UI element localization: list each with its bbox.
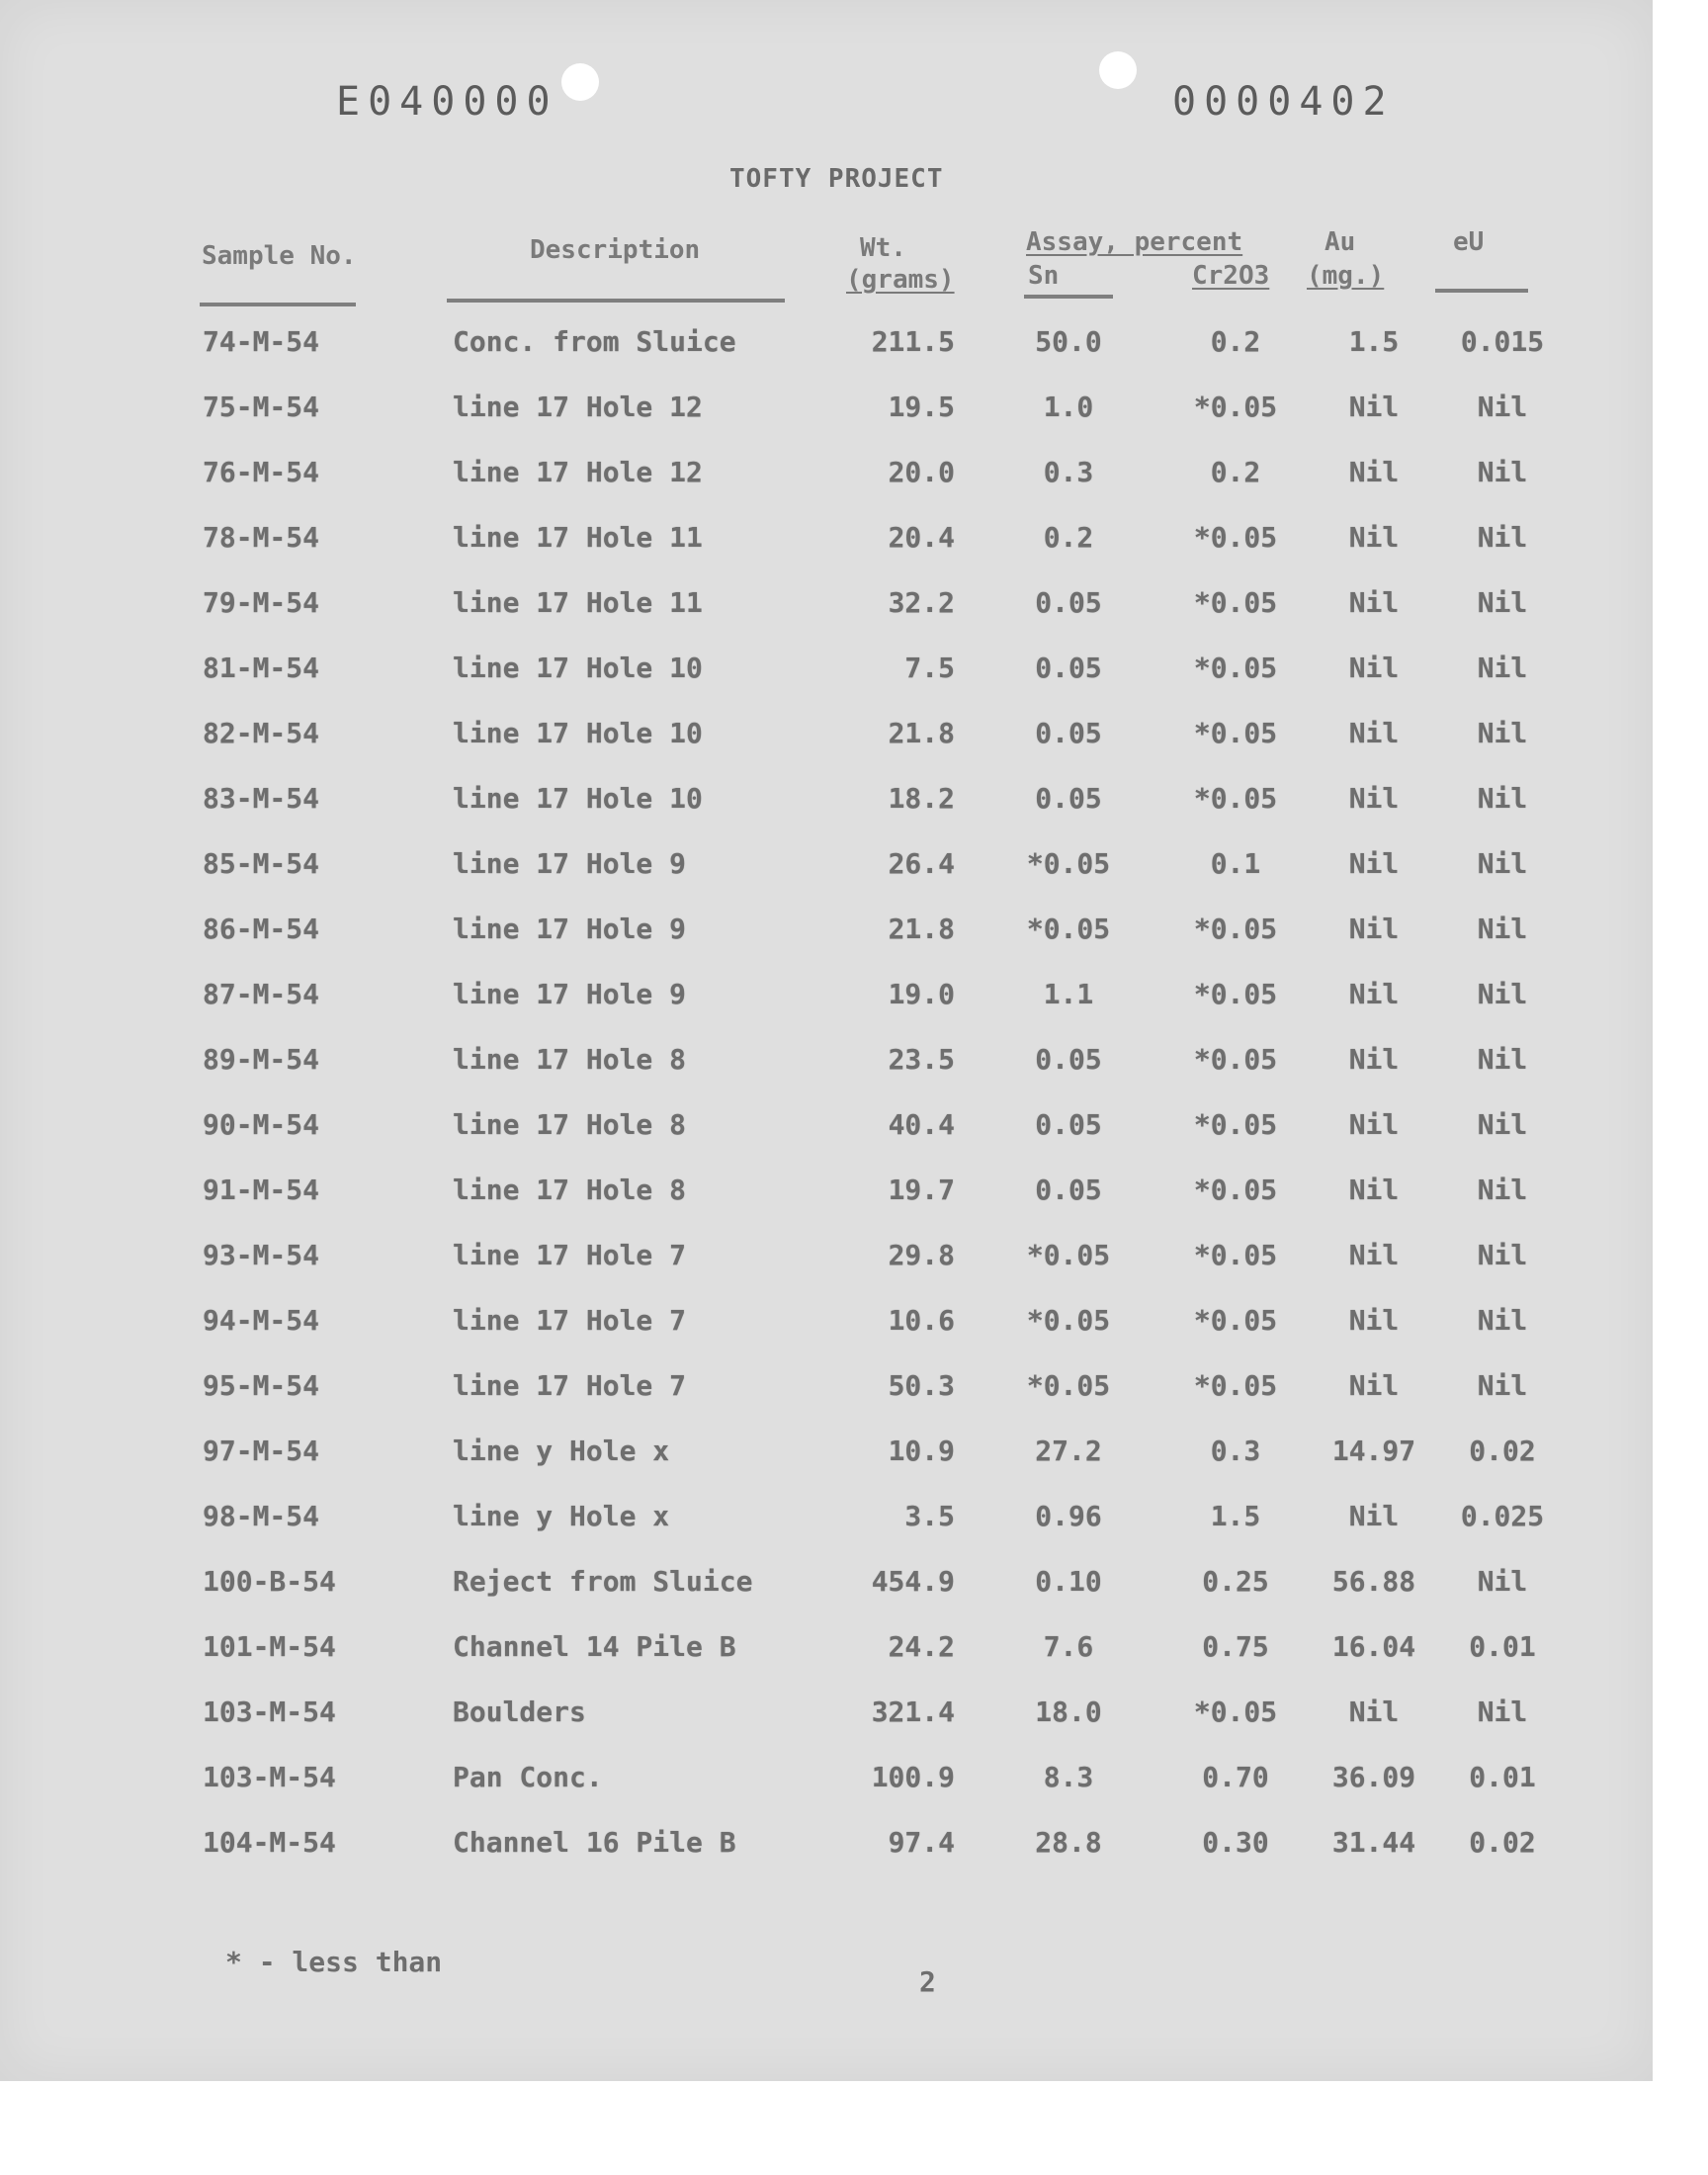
cell-description: line 17 Hole 9 — [453, 913, 687, 945]
cell-cr2o3: *0.05 — [1193, 652, 1278, 684]
punch-hole-right — [1099, 51, 1137, 89]
cell-au: Nil — [1348, 1696, 1400, 1728]
cell-sn: 7.6 — [1043, 1630, 1094, 1663]
cell-weight: 19.0 — [888, 978, 955, 1010]
cell-cr2o3: *0.05 — [1193, 1369, 1278, 1402]
cell-eu: Nil — [1477, 782, 1528, 815]
cell-sample: 95-M-54 — [203, 1369, 320, 1402]
cell-cr2o3: 0.70 — [1202, 1761, 1269, 1793]
cell-eu: Nil — [1477, 456, 1528, 488]
cell-eu: Nil — [1477, 913, 1528, 945]
table-row — [0, 779, 1653, 844]
cell-cr2o3: 0.2 — [1210, 325, 1261, 358]
cell-description: line 17 Hole 11 — [453, 521, 703, 554]
cell-eu: Nil — [1477, 1239, 1528, 1271]
cell-weight: 20.4 — [888, 521, 955, 554]
cell-description: Pan Conc. — [453, 1761, 603, 1793]
cell-sn: 0.05 — [1035, 586, 1102, 619]
table-row — [0, 453, 1653, 518]
cell-au: Nil — [1348, 652, 1400, 684]
cell-weight: 100.9 — [871, 1761, 955, 1793]
header-sample-rule — [200, 303, 356, 306]
header-assay: Assay, percent — [1026, 227, 1243, 257]
cell-cr2o3: *0.05 — [1193, 978, 1278, 1010]
table-row — [0, 1236, 1653, 1301]
cell-eu: 0.01 — [1469, 1630, 1536, 1663]
cell-sn: 0.05 — [1035, 1174, 1102, 1206]
cell-sample: 89-M-54 — [203, 1043, 320, 1076]
cell-description: line 17 Hole 10 — [453, 652, 703, 684]
cell-sample: 81-M-54 — [203, 652, 320, 684]
cell-cr2o3: *0.05 — [1193, 1239, 1278, 1271]
cell-description: line 17 Hole 7 — [453, 1304, 687, 1337]
cell-weight: 26.4 — [888, 847, 955, 880]
cell-description: line 17 Hole 9 — [453, 978, 687, 1010]
table-row — [0, 714, 1653, 779]
header-sn: Sn — [1028, 261, 1060, 291]
table-row — [0, 1823, 1653, 1888]
table-row — [0, 1693, 1653, 1758]
cell-weight: 10.6 — [888, 1304, 955, 1337]
cell-au: Nil — [1348, 1174, 1400, 1206]
cell-weight: 21.8 — [888, 717, 955, 749]
cell-weight: 10.9 — [888, 1435, 955, 1467]
cell-eu: 0.025 — [1460, 1500, 1545, 1532]
cell-sn: 50.0 — [1035, 325, 1102, 358]
cell-weight: 21.8 — [888, 913, 955, 945]
cell-sample: 79-M-54 — [203, 586, 320, 619]
cell-eu: Nil — [1477, 847, 1528, 880]
header-eu-rule — [1435, 289, 1528, 293]
cell-weight: 454.9 — [871, 1565, 955, 1598]
cell-description: line y Hole x — [453, 1500, 670, 1532]
table-row — [0, 518, 1653, 583]
cell-weight: 97.4 — [888, 1826, 955, 1859]
header-sample: Sample No. — [202, 241, 357, 271]
cell-au: Nil — [1348, 717, 1400, 749]
table-row — [0, 1627, 1653, 1693]
cell-au: 14.97 — [1331, 1435, 1416, 1467]
cell-sample: 74-M-54 — [203, 325, 320, 358]
cell-au: Nil — [1348, 456, 1400, 488]
cell-sample: 86-M-54 — [203, 913, 320, 945]
cell-sample: 103-M-54 — [203, 1696, 336, 1728]
cell-description: line 17 Hole 8 — [453, 1174, 687, 1206]
cell-sample: 91-M-54 — [203, 1174, 320, 1206]
cell-description: line 17 Hole 8 — [453, 1043, 687, 1076]
cell-sample: 87-M-54 — [203, 978, 320, 1010]
cell-sn: 1.1 — [1043, 978, 1094, 1010]
cell-au: 31.44 — [1331, 1826, 1416, 1859]
cell-description: line 17 Hole 11 — [453, 586, 703, 619]
table-row — [0, 1171, 1653, 1236]
cell-description: line 17 Hole 7 — [453, 1239, 687, 1271]
cell-description: line 17 Hole 10 — [453, 717, 703, 749]
cell-cr2o3: 0.3 — [1210, 1435, 1261, 1467]
header-wt: Wt. — [860, 233, 906, 263]
cell-sn: 8.3 — [1043, 1761, 1094, 1793]
cell-eu: Nil — [1477, 1304, 1528, 1337]
cell-sample: 85-M-54 — [203, 847, 320, 880]
cell-sn: 18.0 — [1035, 1696, 1102, 1728]
cell-sn: 0.3 — [1043, 456, 1094, 488]
cell-sample: 97-M-54 — [203, 1435, 320, 1467]
cell-sn: 28.8 — [1035, 1826, 1102, 1859]
cell-au: Nil — [1348, 1304, 1400, 1337]
cell-description: line 17 Hole 12 — [453, 391, 703, 423]
cell-weight: 32.2 — [888, 586, 955, 619]
cell-description: Channel 16 Pile B — [453, 1826, 736, 1859]
cell-description: Conc. from Sluice — [453, 325, 736, 358]
punch-hole-left — [561, 63, 599, 101]
cell-cr2o3: *0.05 — [1193, 782, 1278, 815]
cell-description: line 17 Hole 7 — [453, 1369, 687, 1402]
cell-sample: 101-M-54 — [203, 1630, 336, 1663]
cell-sn: 0.96 — [1035, 1500, 1102, 1532]
cell-au: Nil — [1348, 586, 1400, 619]
cell-cr2o3: 0.25 — [1202, 1565, 1269, 1598]
cell-sample: 104-M-54 — [203, 1826, 336, 1859]
cell-sn: 0.2 — [1043, 521, 1094, 554]
cell-cr2o3: 0.30 — [1202, 1826, 1269, 1859]
cell-au: Nil — [1348, 913, 1400, 945]
cell-eu: 0.02 — [1469, 1435, 1536, 1467]
cell-sample: 94-M-54 — [203, 1304, 320, 1337]
cell-cr2o3: 0.75 — [1202, 1630, 1269, 1663]
cell-description: Channel 14 Pile B — [453, 1630, 736, 1663]
cell-description: Reject from Sluice — [453, 1565, 753, 1598]
cell-sample: 75-M-54 — [203, 391, 320, 423]
cell-cr2o3: 0.2 — [1210, 456, 1261, 488]
cell-au: Nil — [1348, 847, 1400, 880]
header-cr2o3: Cr2O3 — [1192, 261, 1270, 291]
cell-cr2o3: *0.05 — [1193, 1174, 1278, 1206]
cell-eu: 0.02 — [1469, 1826, 1536, 1859]
table-row — [0, 1758, 1653, 1823]
cell-sample: 98-M-54 — [203, 1500, 320, 1532]
cell-au: Nil — [1348, 521, 1400, 554]
table-row — [0, 322, 1653, 388]
cell-sn: 0.10 — [1035, 1565, 1102, 1598]
cell-cr2o3: 0.1 — [1210, 847, 1261, 880]
cell-weight: 24.2 — [888, 1630, 955, 1663]
cell-sample: 103-M-54 — [203, 1761, 336, 1793]
cell-weight: 29.8 — [888, 1239, 955, 1271]
cell-description: line 17 Hole 8 — [453, 1108, 687, 1141]
cell-au: 16.04 — [1331, 1630, 1416, 1663]
cell-eu: Nil — [1477, 1108, 1528, 1141]
cell-sn: 0.05 — [1035, 717, 1102, 749]
table-row — [0, 1562, 1653, 1627]
cell-sn: *0.05 — [1026, 1304, 1111, 1337]
cell-description: line 17 Hole 9 — [453, 847, 687, 880]
cell-sample: 83-M-54 — [203, 782, 320, 815]
cell-weight: 19.7 — [888, 1174, 955, 1206]
header-sn-rule — [1024, 295, 1113, 299]
cell-cr2o3: *0.05 — [1193, 391, 1278, 423]
cell-weight: 50.3 — [888, 1369, 955, 1402]
document-number-left: E040000 — [336, 79, 558, 125]
cell-au: Nil — [1348, 391, 1400, 423]
cell-sample: 78-M-54 — [203, 521, 320, 554]
cell-cr2o3: *0.05 — [1193, 913, 1278, 945]
cell-au: 36.09 — [1331, 1761, 1416, 1793]
cell-eu: Nil — [1477, 1174, 1528, 1206]
cell-eu: Nil — [1477, 1696, 1528, 1728]
cell-cr2o3: *0.05 — [1193, 1696, 1278, 1728]
cell-cr2o3: *0.05 — [1193, 586, 1278, 619]
table-row — [0, 975, 1653, 1040]
cell-weight: 20.0 — [888, 456, 955, 488]
cell-cr2o3: *0.05 — [1193, 1108, 1278, 1141]
cell-eu: Nil — [1477, 1565, 1528, 1598]
table-row — [0, 1105, 1653, 1171]
cell-eu: Nil — [1477, 1369, 1528, 1402]
header-description-rule — [447, 299, 785, 303]
cell-description: line 17 Hole 10 — [453, 782, 703, 815]
cell-sn: 0.05 — [1035, 652, 1102, 684]
cell-au: 1.5 — [1348, 325, 1400, 358]
cell-eu: Nil — [1477, 1043, 1528, 1076]
table-row — [0, 910, 1653, 975]
cell-cr2o3: *0.05 — [1193, 1043, 1278, 1076]
cell-weight: 18.2 — [888, 782, 955, 815]
cell-eu: Nil — [1477, 391, 1528, 423]
cell-description: Boulders — [453, 1696, 586, 1728]
header-eu: eU — [1453, 227, 1485, 257]
cell-sn: 27.2 — [1035, 1435, 1102, 1467]
cell-cr2o3: *0.05 — [1193, 521, 1278, 554]
table-row — [0, 1366, 1653, 1432]
cell-sn: *0.05 — [1026, 847, 1111, 880]
cell-description: line 17 Hole 12 — [453, 456, 703, 488]
cell-cr2o3: *0.05 — [1193, 1304, 1278, 1337]
cell-sn: *0.05 — [1026, 913, 1111, 945]
cell-sn: 0.05 — [1035, 1108, 1102, 1141]
cell-sample: 76-M-54 — [203, 456, 320, 488]
footnote: * - less than — [225, 1946, 443, 1978]
table-row — [0, 1040, 1653, 1105]
cell-eu: Nil — [1477, 717, 1528, 749]
header-wt-unit: (grams) — [846, 265, 955, 295]
cell-eu: Nil — [1477, 978, 1528, 1010]
cell-sample: 100-B-54 — [203, 1565, 336, 1598]
cell-au: Nil — [1348, 782, 1400, 815]
cell-weight: 23.5 — [888, 1043, 955, 1076]
cell-sample: 93-M-54 — [203, 1239, 320, 1271]
cell-au: Nil — [1348, 1043, 1400, 1076]
cell-sample: 90-M-54 — [203, 1108, 320, 1141]
cell-au: Nil — [1348, 1108, 1400, 1141]
cell-sn: 0.05 — [1035, 782, 1102, 815]
cell-sn: *0.05 — [1026, 1369, 1111, 1402]
cell-au: Nil — [1348, 978, 1400, 1010]
table-row — [0, 1301, 1653, 1366]
table-row — [0, 1497, 1653, 1562]
cell-weight: 7.5 — [904, 652, 955, 684]
cell-au: Nil — [1348, 1239, 1400, 1271]
cell-cr2o3: *0.05 — [1193, 717, 1278, 749]
cell-au: Nil — [1348, 1500, 1400, 1532]
cell-weight: 3.5 — [904, 1500, 955, 1532]
page-title: TOFTY PROJECT — [729, 164, 944, 194]
table-row — [0, 583, 1653, 649]
cell-eu: Nil — [1477, 586, 1528, 619]
table-row — [0, 388, 1653, 453]
cell-au: 56.88 — [1331, 1565, 1416, 1598]
header-au-unit: (mg.) — [1307, 261, 1385, 291]
table-row — [0, 1432, 1653, 1497]
cell-weight: 40.4 — [888, 1108, 955, 1141]
table-row — [0, 649, 1653, 714]
cell-description: line y Hole x — [453, 1435, 670, 1467]
cell-weight: 321.4 — [871, 1696, 955, 1728]
cell-eu: 0.015 — [1460, 325, 1545, 358]
cell-sn: 0.05 — [1035, 1043, 1102, 1076]
cell-weight: 19.5 — [888, 391, 955, 423]
table-row — [0, 844, 1653, 910]
cell-sn: *0.05 — [1026, 1239, 1111, 1271]
cell-eu: Nil — [1477, 652, 1528, 684]
header-au: Au — [1324, 227, 1356, 257]
document-number-right: 0000402 — [1172, 79, 1395, 125]
cell-eu: 0.01 — [1469, 1761, 1536, 1793]
header-description: Description — [530, 235, 701, 265]
cell-sample: 82-M-54 — [203, 717, 320, 749]
cell-au: Nil — [1348, 1369, 1400, 1402]
cell-weight: 211.5 — [871, 325, 955, 358]
page-number: 2 — [919, 1965, 936, 1998]
cell-eu: Nil — [1477, 521, 1528, 554]
cell-sn: 1.0 — [1043, 391, 1094, 423]
cell-cr2o3: 1.5 — [1210, 1500, 1261, 1532]
